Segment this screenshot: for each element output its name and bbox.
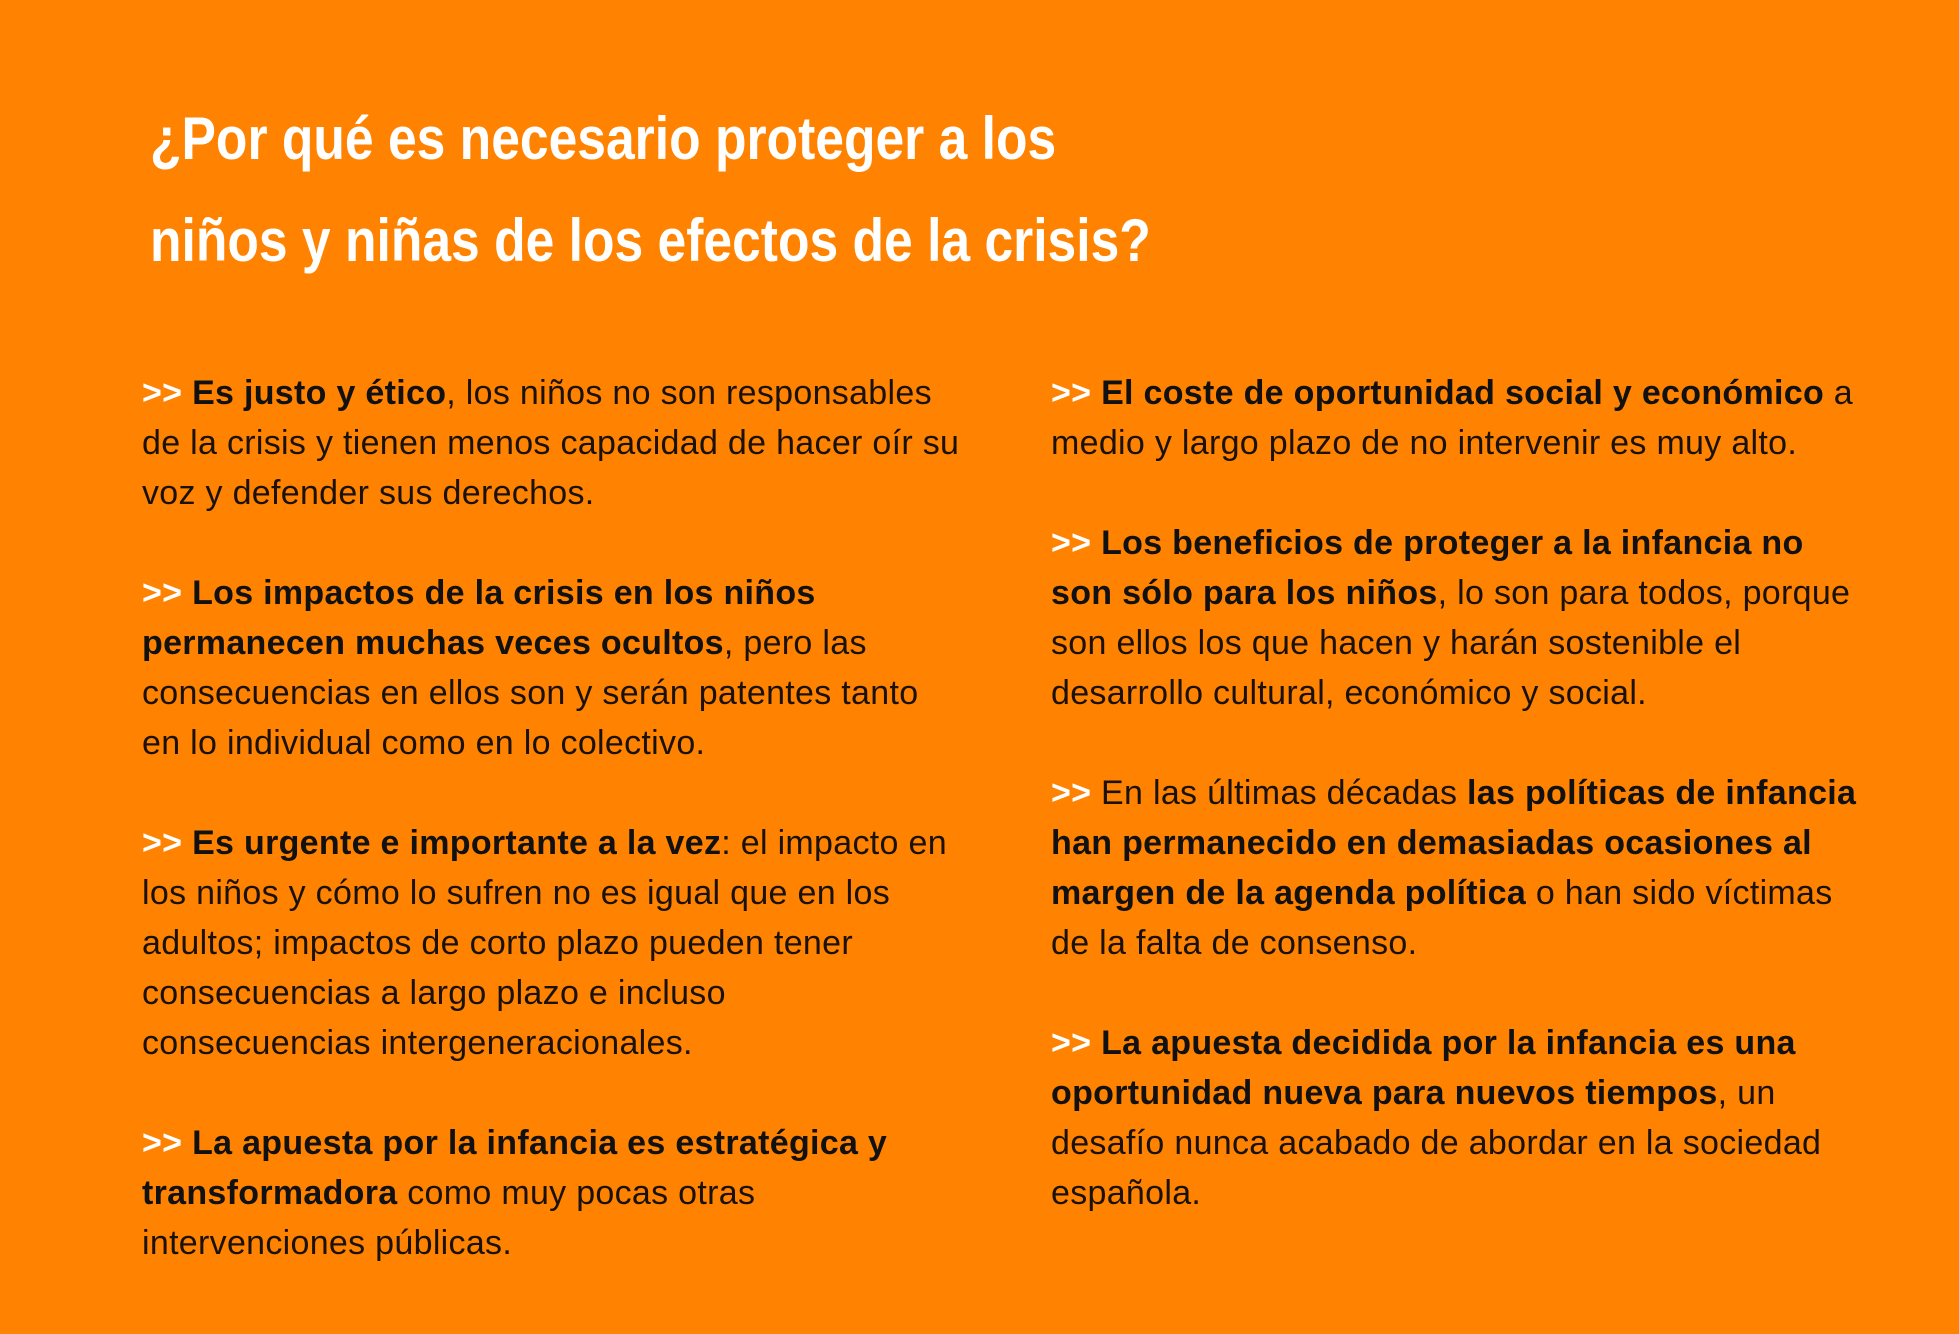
right-column — [1051, 368, 1871, 1268]
paragraph-bold: Los impactos de la crisis en los niños permanecen muchas veces ocultos — [142, 574, 816, 662]
paragraph-bold: Es justo y ético — [192, 374, 447, 412]
title-line-1: ¿Por qué es necesario proteger a los — [150, 105, 1057, 172]
paragraph-bold: Es urgente e importante a la vez — [192, 824, 722, 862]
paragraph-impactos-ocultos — [142, 568, 962, 768]
marker-arrows: >> — [142, 824, 183, 862]
marker-arrows: >> — [1051, 1024, 1092, 1062]
title-line-2: niños y niñas de los efectos de la crisis? — [150, 207, 1151, 274]
left-column — [142, 368, 962, 1318]
paragraph-text: , lo son para todos, porque son ellos los que hacen y harán sostenible el desarrollo cultural, económico y social. — [1051, 574, 1851, 712]
paragraph-justo-etico — [142, 368, 962, 518]
paragraph-text: , un desafío nunca acabado de abordar en la sociedad española. — [1051, 1074, 1822, 1212]
paragraph-text: : el impacto en los niños y cómo lo sufren no es igual que en los adultos; impactos de corto plazo pueden tener consecuencias a largo plazo e incluso consecuencias intergeneracionales. — [142, 824, 947, 1062]
paragraph-coste-oportunidad — [1051, 368, 1871, 468]
paragraph-bold: El coste de oportunidad social y económico — [1101, 374, 1825, 412]
marker-arrows: >> — [142, 574, 183, 612]
paragraph-bold: las políticas de infancia han permanecido en demasiadas ocasiones al margen de la agenda política — [1051, 774, 1857, 912]
paragraph-intro: En las últimas décadas — [1091, 774, 1468, 812]
marker-arrows: >> — [1051, 774, 1092, 812]
paragraph-apuesta-estrategica — [142, 1118, 962, 1268]
paragraph-bold: La apuesta por la infancia es estratégica y transformadora — [142, 1124, 888, 1212]
page-title — [150, 88, 1440, 292]
paragraph-beneficios — [1051, 518, 1871, 718]
marker-arrows: >> — [1051, 524, 1092, 562]
paragraph-text: , los niños no son responsables de la crisis y tienen menos capacidad de hacer oír su voz y defender sus derechos. — [142, 374, 960, 512]
marker-arrows: >> — [142, 374, 183, 412]
paragraph-politicas-infancia — [1051, 768, 1871, 968]
marker-arrows: >> — [142, 1124, 183, 1162]
marker-arrows: >> — [1051, 374, 1092, 412]
paragraph-bold: Los beneficios de proteger a la infancia no son sólo para los niños — [1051, 524, 1804, 612]
paragraph-text: , pero las consecuencias en ellos son y serán patentes tanto en lo individual como en lo colectivo. — [142, 624, 919, 762]
paragraph-text: o han sido víctimas de la falta de consenso. — [1051, 874, 1833, 962]
paragraph-urgente-importante — [142, 818, 962, 1068]
paragraph-text: como muy pocas otras intervenciones públicas. — [142, 1174, 756, 1262]
paragraph-text: a medio y largo plazo de no intervenir es muy alto. — [1051, 374, 1853, 462]
paragraph-bold: La apuesta decidida por la infancia es una oportunidad nueva para nuevos tiempos — [1051, 1024, 1796, 1112]
paragraph-apuesta-decidida — [1051, 1018, 1871, 1218]
